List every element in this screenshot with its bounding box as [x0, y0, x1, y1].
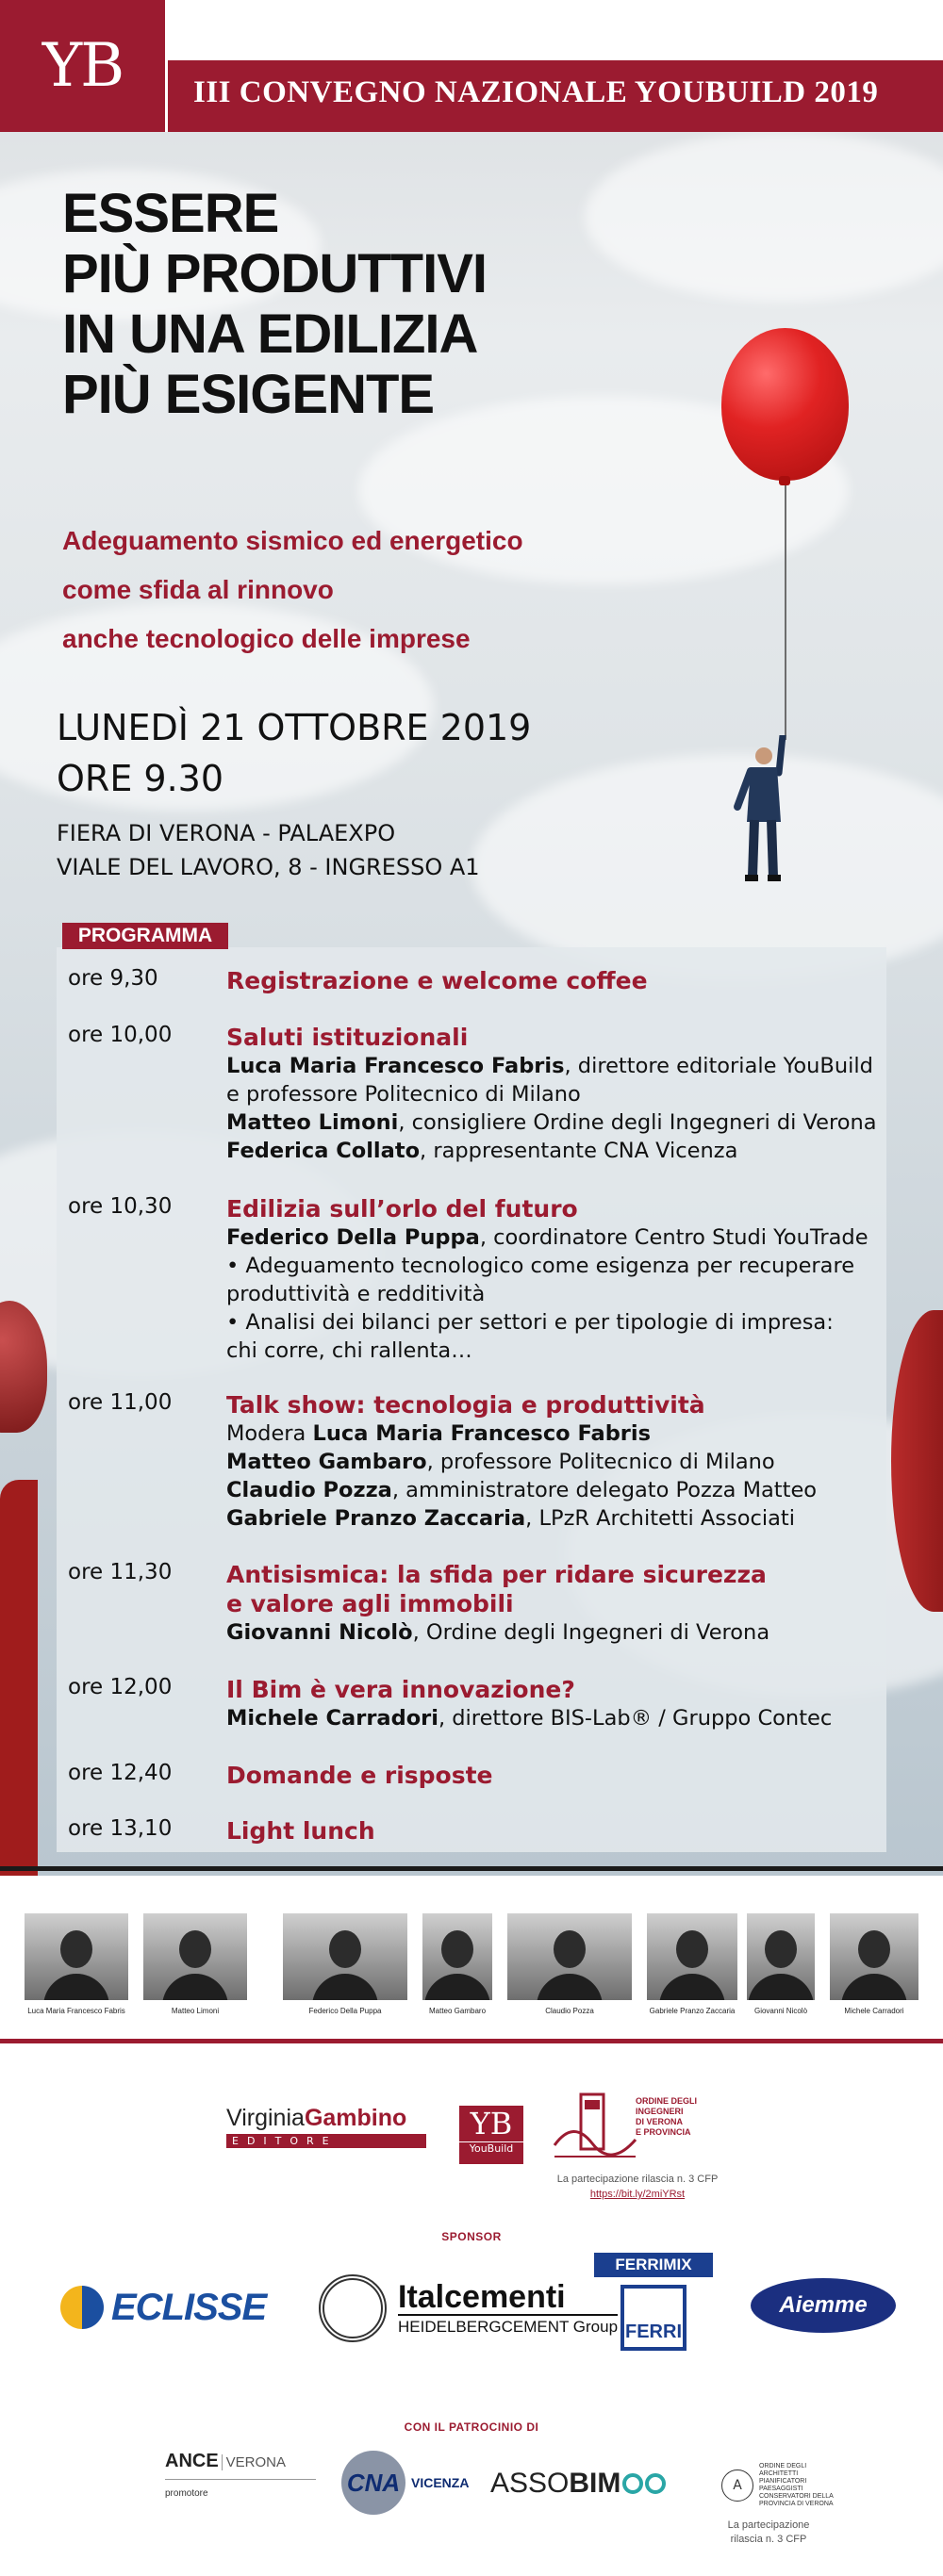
subtitle-line: Adeguamento sismico ed energetico	[62, 526, 523, 555]
program-line: Federico Della Puppa, coordinatore Centro Studi YouTrade	[226, 1225, 869, 1250]
program-heading: Registrazione e welcome coffee	[226, 967, 648, 994]
main-title-line: ESSERE	[62, 183, 279, 244]
cfp-note-architetti: La partecipazione rilascia n. 3 CFP	[727, 2519, 810, 2545]
balloon-string	[785, 485, 786, 740]
program-line: chi corre, chi rallenta…	[226, 1338, 472, 1363]
speaker-name: Matteo Gambaro	[428, 2007, 487, 2015]
program-heading: Il Bim è vera innovazione?	[226, 1676, 575, 1703]
cfp-link[interactable]: https://bit.ly/2miYRst	[589, 2189, 686, 2200]
event-title: III CONVEGNO NAZIONALE YOUBUILD 2019	[193, 75, 879, 109]
speaker-name: Luca Maria Francesco Fabris	[27, 2007, 125, 2015]
balloon-knot	[779, 476, 790, 485]
speaker	[647, 1913, 737, 2015]
program-line: produttività e redditività	[226, 1282, 486, 1306]
program-line: • Analisi dei bilanci per settori e per tipologie di impresa:	[226, 1310, 834, 1335]
program-heading: Antisismica: la sfida per ridare sicurezza	[226, 1561, 767, 1588]
program-line: Michele Carradori, direttore BIS-Lab® / Gruppo Contec	[226, 1706, 833, 1731]
italcementi-logo: Italcementi HEIDELBERGCEMENT Group	[319, 2274, 618, 2342]
program-line: Matteo Limoni, consigliere Ordine degli Ingegneri di Verona	[226, 1110, 877, 1135]
event-venue	[57, 816, 480, 884]
event-time: ORE 9.30	[57, 758, 224, 799]
speaker-name: Gabriele Pranzo Zaccaria	[649, 2007, 736, 2015]
yb-logo	[0, 0, 168, 132]
program-time: ore 11,00	[68, 1390, 173, 1415]
program-time: ore 12,00	[68, 1675, 173, 1699]
program-heading: Light lunch	[226, 1817, 375, 1845]
program-box	[57, 947, 886, 1852]
speaker-photo	[25, 1913, 128, 2000]
speaker-photo	[507, 1913, 632, 2000]
speaker	[422, 1913, 492, 2015]
ordine-ingegneri-icon	[553, 2091, 637, 2162]
spiral-icon	[319, 2274, 387, 2342]
program-line: • Adeguamento tecnologico come esigenza per recuperare	[226, 1254, 855, 1278]
eclisse-logo: ECLISSE	[60, 2286, 266, 2329]
speaker	[143, 1913, 247, 2015]
event-day: LUNEDÌ 21 OTTOBRE 2019	[57, 707, 532, 748]
speaker-name: Matteo Limoni	[171, 2007, 220, 2015]
program-heading: Saluti istituzionali	[226, 1024, 469, 1051]
red-balloon-icon	[721, 328, 849, 481]
red-shape-decoration	[0, 1480, 38, 1876]
yb-logo-text: YB	[41, 31, 124, 101]
speaker-name: Claudio Pozza	[545, 2007, 594, 2015]
speaker-name: Michele Carradori	[844, 2007, 904, 2015]
speaker-photo	[747, 1913, 815, 2000]
main-title-line: PIÙ PRODUTTIVI	[62, 243, 488, 304]
event-date	[57, 702, 531, 804]
ordine-ingegneri-logo: ORDINE DEGLI INGEGNERI DI VERONA E PROVINCIA	[553, 2091, 722, 2166]
header-bar	[0, 0, 943, 132]
ance-verona-logo: ANCE VERONA promotore	[165, 2451, 321, 2519]
speaker	[507, 1913, 632, 2015]
eclisse-icon	[60, 2286, 104, 2329]
program-line: e professore Politecnico di Milano	[226, 1082, 581, 1107]
program-label: PROGRAMMA	[62, 923, 228, 949]
program-line: Luca Maria Francesco Fabris, direttore editoriale YouBuild	[226, 1054, 873, 1078]
program-line: Modera Luca Maria Francesco Fabris	[226, 1421, 651, 1446]
program-line: Matteo Gambaro, professore Politecnico di Milano	[226, 1450, 775, 1474]
speaker-name: Federico Della Puppa	[308, 2007, 382, 2015]
speaker	[283, 1913, 407, 2015]
main-title-line: IN UNA EDILIZIA	[62, 304, 478, 365]
subtitle	[62, 517, 666, 664]
divider	[0, 2039, 943, 2043]
speaker-photo	[647, 1913, 737, 2000]
virginia-gambino-logo: VirginiaGambino EDITORE	[226, 2105, 426, 2148]
program-heading: Domande e risposte	[226, 1762, 493, 1789]
speaker-name: Giovanni Nicolò	[753, 2007, 808, 2015]
speaker-photo	[143, 1913, 247, 2000]
aiemme-logo: Aiemme	[751, 2278, 896, 2333]
program-time: ore 11,30	[68, 1560, 173, 1584]
speaker-photo	[422, 1913, 492, 2000]
program-line: Claudio Pozza, amministratore delegato Pozza Matteo	[226, 1478, 818, 1502]
cna-vicenza-logo: CNA VICENZA	[341, 2451, 469, 2515]
program-time: ore 9,30	[68, 966, 158, 991]
subtitle-line: anche tecnologico delle imprese	[62, 624, 471, 653]
speaker	[25, 1913, 128, 2015]
program-line: Giovanni Nicolò, Ordine degli Ingegneri di Verona	[226, 1620, 770, 1645]
program-heading: Edilizia sull’orlo del futuro	[226, 1195, 578, 1222]
venue-line: FIERA DI VERONA - PALAEXPO	[57, 820, 396, 846]
venue-line: VIALE DEL LAVORO, 8 - INGRESSO A1	[57, 854, 480, 880]
program-line: Gabriele Pranzo Zaccaria, LPzR Architetti Associati	[226, 1506, 795, 1531]
program-time: ore 13,10	[68, 1816, 173, 1841]
flying-businessman-icon	[726, 735, 792, 886]
ferrimix-logo: FERRIMIX FERRI	[594, 2253, 713, 2351]
program-line: Federica Collato, rappresentante CNA Vicenza	[226, 1139, 738, 1163]
program-time: ore 10,00	[68, 1023, 173, 1047]
speakers-strip	[0, 1913, 943, 2026]
youbuild-logo: YB YouBuild	[459, 2106, 523, 2164]
ordine-architetti-logo: A ORDINE DEGLI ARCHITETTI PIANIFICATORI PAESAGGISTI CONSERVATORI DELLA PROVINCIA DI VERONA	[721, 2463, 844, 2508]
program-time: ore 12,40	[68, 1761, 173, 1785]
assobim-logo: ASSOBIM	[490, 2468, 666, 2500]
program-heading: Talk show: tecnologia e produttività	[226, 1391, 705, 1419]
speaker-photo	[283, 1913, 407, 2000]
main-title-line: PIÙ ESIGENTE	[62, 364, 435, 425]
header-top-band	[168, 0, 943, 60]
cfp-note: La partecipazione rilascia n. 3 CFP https://bit.ly/2miYRst	[543, 2172, 732, 2202]
speaker	[830, 1913, 918, 2015]
speaker-photo	[830, 1913, 918, 2000]
program-heading: e valore agli immobili	[226, 1590, 514, 1617]
program-time: ore 10,30	[68, 1194, 173, 1219]
divider	[0, 1866, 943, 1871]
patronage-label: CON IL PATROCINIO DI	[404, 2420, 539, 2434]
subtitle-line: come sfida al rinnovo	[62, 575, 334, 604]
sponsor-label: SPONSOR	[441, 2230, 502, 2243]
main-title	[62, 184, 628, 425]
speaker	[747, 1913, 815, 2015]
